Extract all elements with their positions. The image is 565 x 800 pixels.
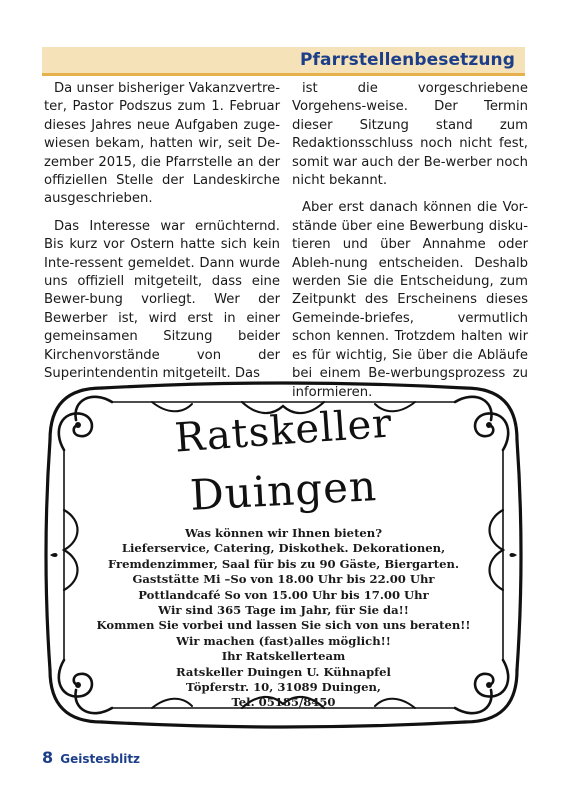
ad-line: Tel. 05185/8450 <box>231 695 336 710</box>
ad-line: Töpferstr. 10, 31089 Duingen, <box>186 680 381 695</box>
ratskeller-advertisement <box>42 380 525 730</box>
ad-line: Wir sind 365 Tage im Jahr, für Sie da!! <box>158 603 409 618</box>
ad-line: Ihr Ratskellerteam <box>221 649 346 664</box>
section-title: Pfarrstellenbesetzung <box>300 50 515 70</box>
paragraph: Aber erst danach können die Vor-stände über eine Bewerbung disku-tieren und über Annahme oder Ableh-nung entscheiden. Deshalb werden Sie die Entscheidung, zum Zeitpunkt des Erscheinens dieses Gemeinde-briefes, vermutlich schon kennen. Trotzdem halten wir es für wichtig, Sie über die Abläufe bei einem Be-werbungsprozess zu informieren. <box>292 200 528 400</box>
page-footer <box>42 748 140 767</box>
publication-name: Geistesblitz <box>60 752 141 766</box>
paragraph: Das Interesse war ernüchternd. Bis kurz vor Ostern hatte sich kein Inte-ressent gemeldet. Dann wurde uns offiziell mitgeteilt, dass eine Bewer-bung vorliegt. Wer der Bewerber ist, wird erst in einer gemeinsamen Sitzung beider Kirchenvorstände von der Superintendentin mitgeteilt. Das <box>44 218 280 382</box>
ad-line: Wir machen (fast)alles möglich!! <box>176 633 391 648</box>
ad-line: Pottlandcafé So von 15.00 Uhr bis 17.00 Uhr <box>138 587 429 602</box>
ad-line: Gaststätte Mi –So von 18.00 Uhr bis 22.00 Uhr <box>132 572 435 587</box>
article-column-right <box>292 80 528 402</box>
ad-line: Was können wir Ihnen bieten? <box>184 526 383 540</box>
ad-body <box>82 526 485 711</box>
ad-title-duingen: Duingen <box>188 461 379 520</box>
page-number: 8 <box>42 748 54 767</box>
article-column-left <box>44 80 280 384</box>
ad-line: Lieferservice, Catering, Diskothek. Dekorationen, <box>121 541 446 556</box>
ad-line: Ratskeller Duingen U. Kühnapfel <box>176 664 391 679</box>
section-header-bar <box>42 47 525 76</box>
ad-title-ratskeller: Ratskeller <box>173 400 394 462</box>
ad-line: Fremdenzimmer, Saal für bis zu 90 Gäste, Biergarten. <box>108 556 459 571</box>
paragraph: ist die vorgeschriebene Vorgehens-weise. Der Termin dieser Sitzung stand zum Redaktionsschluss noch nicht fest, somit war auch der Be-werber noch nicht bekannt. <box>292 81 529 189</box>
ad-line: Kommen Sie vorbei und lassen Sie sich von uns beraten!! <box>96 618 471 633</box>
paragraph: Da unser bisheriger Vakanzvertre-ter, Pastor Podszus zum 1. Februar dieses Jahres neue Aufgaben zuge-wiesen bekam, hatten wir, seit De-zember 2015, die Pfarrstelle an der offiziellen Stelle der Landeskirche ausgeschrieben. <box>44 81 280 207</box>
